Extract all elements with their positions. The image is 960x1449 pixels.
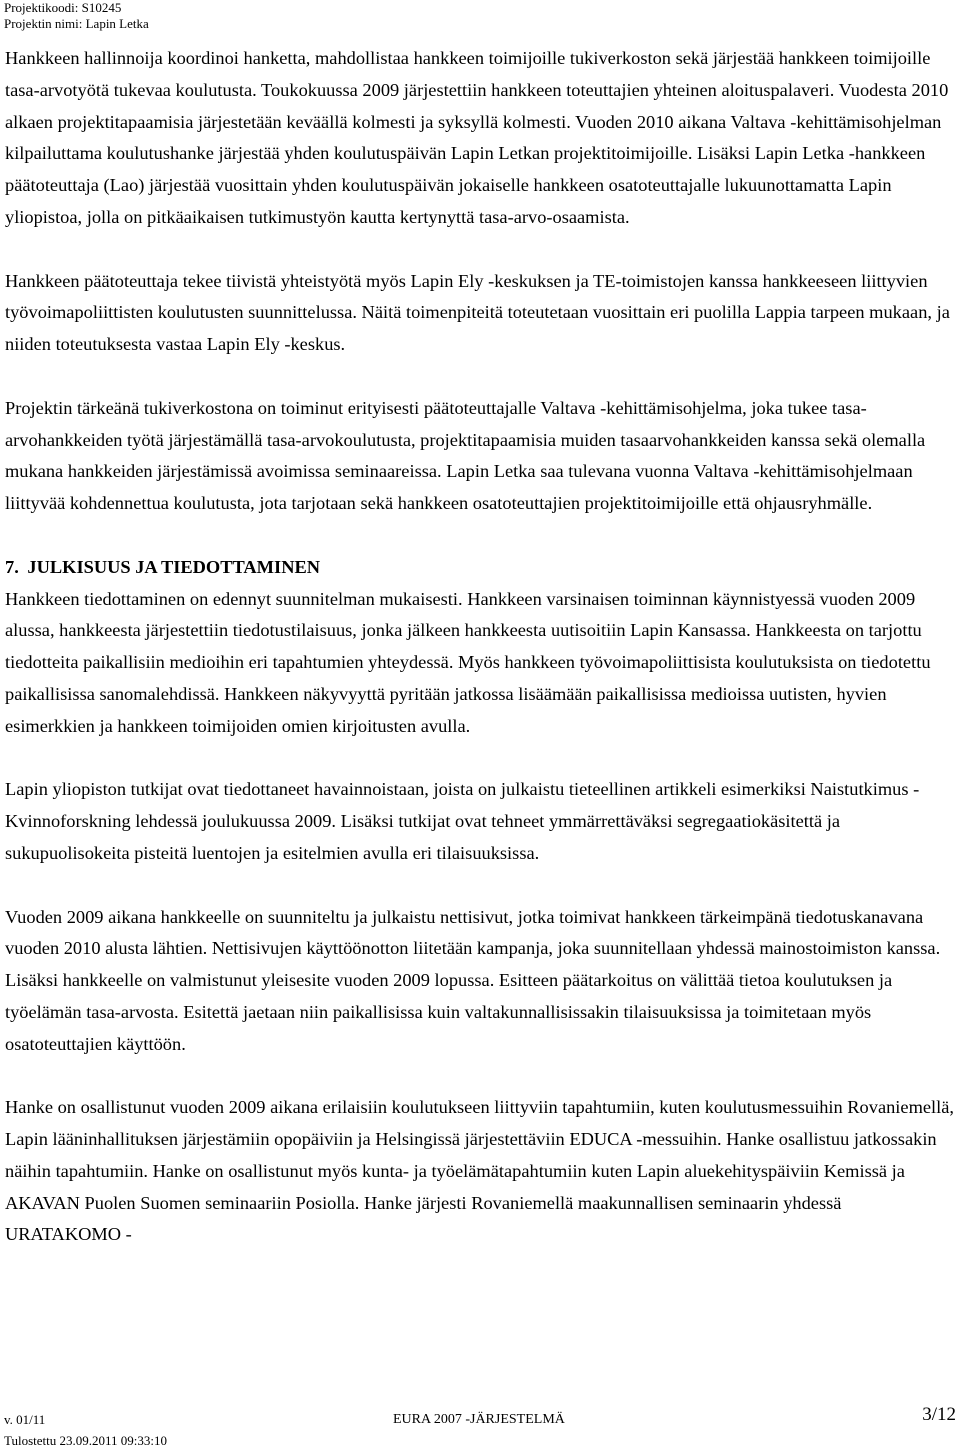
paragraph-publicity: Hankkeen tiedottaminen on edennyt suunnitelman mukaisesti. Hankkeen varsinaisen toiminnan käynnistyessä vuoden 2009 alussa, hankkeesta järjestettiin tiedotustilaisuus, jonka jälkeen hankkeesta uutisoitiin Lapin Kansassa. Hankkeesta on tarjottu tiedotteita paikallisiin medioihin eri tapahtumien yhteydessä. Myös hankkeen työvoimapoliittisista koulutuksista on tiedotettu paikallisissa sanomalehdissä. Hankkeen näkyvyyttä pyritään jatkossa lisäämään paikallisissa medioissa uutisten, hyvien esimerkkien ja hankkeen toimijoiden omien kirjoitusten avulla.: [5, 588, 931, 736]
paragraph-support-network: Projektin tärkeänä tukiverkostona on toiminut erityisesti päätoteuttajalle Valtava -kehittämisohjelma, joka tukee tasa-arvohankkeiden työtä järjestämällä tasa-arvokoulutusta, projektitapaamisia muiden tasaarvohankkeiden kanssa sekä olemalla mukana hankkeiden järjestämissä avoimissa seminaareissa. Lapin Letka saa tulevana vuonna Valtava -kehittämisohjelmaan liittyvää kohdennettua koulutusta, jota tarjotaan sekä hankkeen osatoteuttajien projektitoimijoille että ohjausryhmälle.: [5, 397, 926, 514]
section-number: 7.: [5, 556, 19, 577]
footer-system: EURA 2007 -JÄRJESTELMÄ: [393, 1412, 565, 1427]
project-code: Projektikoodi: S10245: [4, 0, 122, 15]
paragraph-website: Vuoden 2009 aikana hankkeelle on suunniteltu ja julkaistu nettisivut, jotka toimivat hankkeen tärkeimpänä tiedotuskanavana vuoden 2010 alusta lähtien. Nettisivujen käyttöönotton liitetään kampanja, joka suunnitellaan yhdessä mainostoimiston kanssa. Lisäksi hankkeelle on valmistunut yleisesite vuoden 2009 lopussa. Esitteen päätarkoitus on välittää tietoa koulutuksen ja työelämän tasa-arvosta. Esitettä jaetaan niin paikallisissa kuin valtakunnallisissakin tilaisuuksissa ja toimitetaan myös osatoteuttajien käyttöön.: [5, 906, 941, 1054]
footer-printed: Tulostettu 23.09.2011 09:33:10: [4, 1433, 168, 1448]
paragraph-events: Hanke on osallistunut vuoden 2009 aikana erilaisiin koulutukseen liittyviin tapahtumiin, kuten koulutusmessuihin Rovaniemellä, Lapin lääninhallituksen järjestämiin opopäiviin ja Helsingissä järjestettäviin EDUCA -messuihin. Hanke osallistuu jatkossakin näihin tapahtumiin. Hanke on osallistunut myös kunta- ja työelämätapahtumiin kuten Lapin aluekehityspäiviin Kemissä ja AKAVAN Puolen Suomen seminaariin Posiolla. Hanke järjesti Rovaniemellä maakunnallisen seminaarin yhdessä URATAKOMO -: [5, 1097, 955, 1245]
page-header: [4, 0, 149, 32]
section-title: JULKISUUS JA TIEDOTTAMINEN: [27, 556, 321, 577]
footer-version: v. 01/11: [4, 1412, 46, 1427]
paragraph-ely-cooperation: Hankkeen päätoteuttaja tekee tiivistä yhteistyötä myös Lapin Ely -keskuksen ja TE-toimistojen kanssa hankkeeseen liittyvien työvoimapoliittisten koulutusten suunnittelussa. Näitä toimenpiteitä toteutetaan vuosittain eri puolilla Lappia tarpeen mukaan, ja niiden toteutuksesta vastaa Lapin Ely -keskus.: [5, 270, 950, 355]
paragraph-coordination: Hankkeen hallinnoija koordinoi hanketta, mahdollistaa hankkeen toimijoille tukiverkoston sekä järjestää hankkeen toimijoille tasa-arvotyötä tukevaa koulutusta. Toukokuussa 2009 järjestettiin hankkeen toteuttajien yhteinen aloituspalaveri. Vuodesta 2010 alkaen projektitapaamisia järjestetään keväällä kolmesti ja syksyllä kolmesti. Vuoden 2010 aikana Valtava -kehittämisohjelman kilpailuttama koulutushanke järjestää yhden koulutuspäivän Lapin Letkan projektitoimijoille. Lisäksi Lapin Letka -hankkeen päätoteuttaja (Lao) järjestää vuosittain yhden koulutuspäivän jokaiselle hankkeen osatoteuttajalle lukuunottamatta Lapin yliopistoa, jolla on pitkäaikaisen tutkimustyön kautta kertynyttä tasa-arvo-osaamista.: [5, 48, 949, 227]
page-number: 3/12: [922, 1404, 956, 1425]
page-footer: [4, 1402, 956, 1448]
project-name: Projektin nimi: Lapin Letka: [4, 16, 149, 31]
paragraph-researchers: Lapin yliopiston tutkijat ovat tiedottaneet havainnoistaan, joista on julkaistu tieteellinen artikkeli esimerkiksi Naistutkimus - Kvinnoforskning lehdessä joulukuussa 2009. Lisäksi tutkijat ovat tehneet ymmärrettäväksi segregaatiokäsitettä ja sukupuolisokeita pisteitä luentojen ja esitelmien avulla eri tilaisuuksissa.: [5, 779, 920, 863]
section-heading: [5, 552, 955, 584]
document-body: [5, 43, 955, 1251]
